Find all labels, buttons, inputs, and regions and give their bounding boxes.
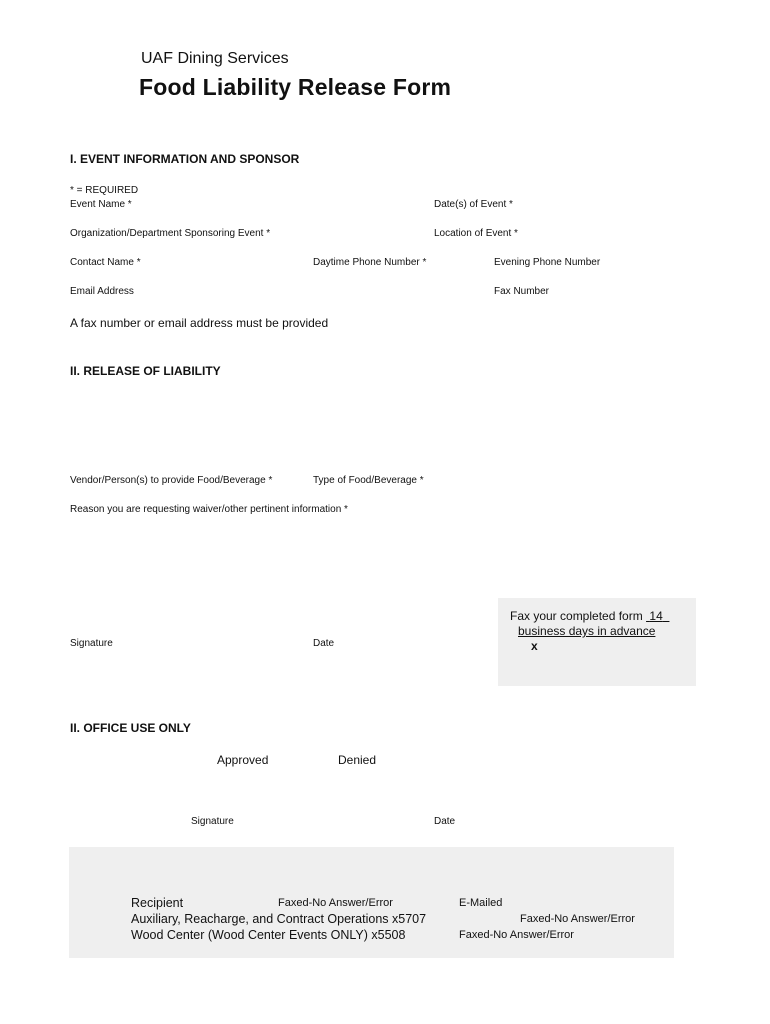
denied-label: Denied [338, 753, 377, 767]
email-label: Email Address [70, 286, 134, 297]
vendor-label: Vendor/Person(s) to provide Food/Beverage * [70, 475, 273, 486]
contact-name-label: Contact Name * [70, 257, 141, 268]
emailed-header: E-Mailed [459, 897, 503, 909]
recipient-row-2-status: Faxed-No Answer/Error [459, 929, 574, 941]
recipient-row-1: Auxiliary, Reacharge, and Contract Operations x5707 [131, 912, 427, 926]
daytime-phone-label: Daytime Phone Number * [313, 257, 427, 268]
section-release-heading: II. RELEASE OF LIABILITY [70, 364, 221, 378]
fax-days-value: 14 [649, 609, 663, 623]
office-date-label: Date [434, 816, 456, 827]
fax-notice-mark: x [531, 639, 538, 653]
org-name: UAF Dining Services [141, 50, 289, 67]
event-name-label: Event Name * [70, 199, 132, 210]
section-office-heading: II. OFFICE USE ONLY [70, 721, 191, 735]
recipient-label: Recipient [131, 896, 184, 910]
fax-notice-days [646, 609, 669, 623]
fax-notice-line1 [510, 609, 669, 623]
reason-label: Reason you are requesting waiver/other pertinent information * [70, 504, 348, 515]
routing-box [69, 847, 674, 958]
food-type-label: Type of Food/Beverage * [313, 475, 424, 486]
signature-label: Signature [70, 638, 113, 649]
faxed-header: Faxed-No Answer/Error [278, 897, 393, 909]
event-dates-label: Date(s) of Event * [434, 199, 513, 210]
location-label: Location of Event * [434, 228, 518, 239]
fax-email-note: A fax number or email address must be provided [70, 316, 329, 330]
fax-label: Fax Number [494, 286, 550, 297]
required-note: * = REQUIRED [70, 185, 139, 196]
page-title: Food Liability Release Form [139, 74, 452, 100]
date-label: Date [313, 638, 335, 649]
org-dept-label: Organization/Department Sponsoring Event * [70, 228, 271, 239]
office-signature-label: Signature [191, 816, 234, 827]
recipient-row-1-status: Faxed-No Answer/Error [520, 913, 635, 925]
evening-phone-label: Evening Phone Number [494, 257, 601, 268]
fax-notice-prefix: Fax your completed form [510, 609, 643, 623]
section-event-heading: I. EVENT INFORMATION AND SPONSOR [70, 152, 300, 166]
recipient-row-2: Wood Center (Wood Center Events ONLY) x5508 [131, 928, 406, 942]
approved-label: Approved [217, 753, 269, 767]
fax-notice-line2: business days in advance [518, 624, 656, 638]
fax-notice-box [498, 598, 696, 686]
